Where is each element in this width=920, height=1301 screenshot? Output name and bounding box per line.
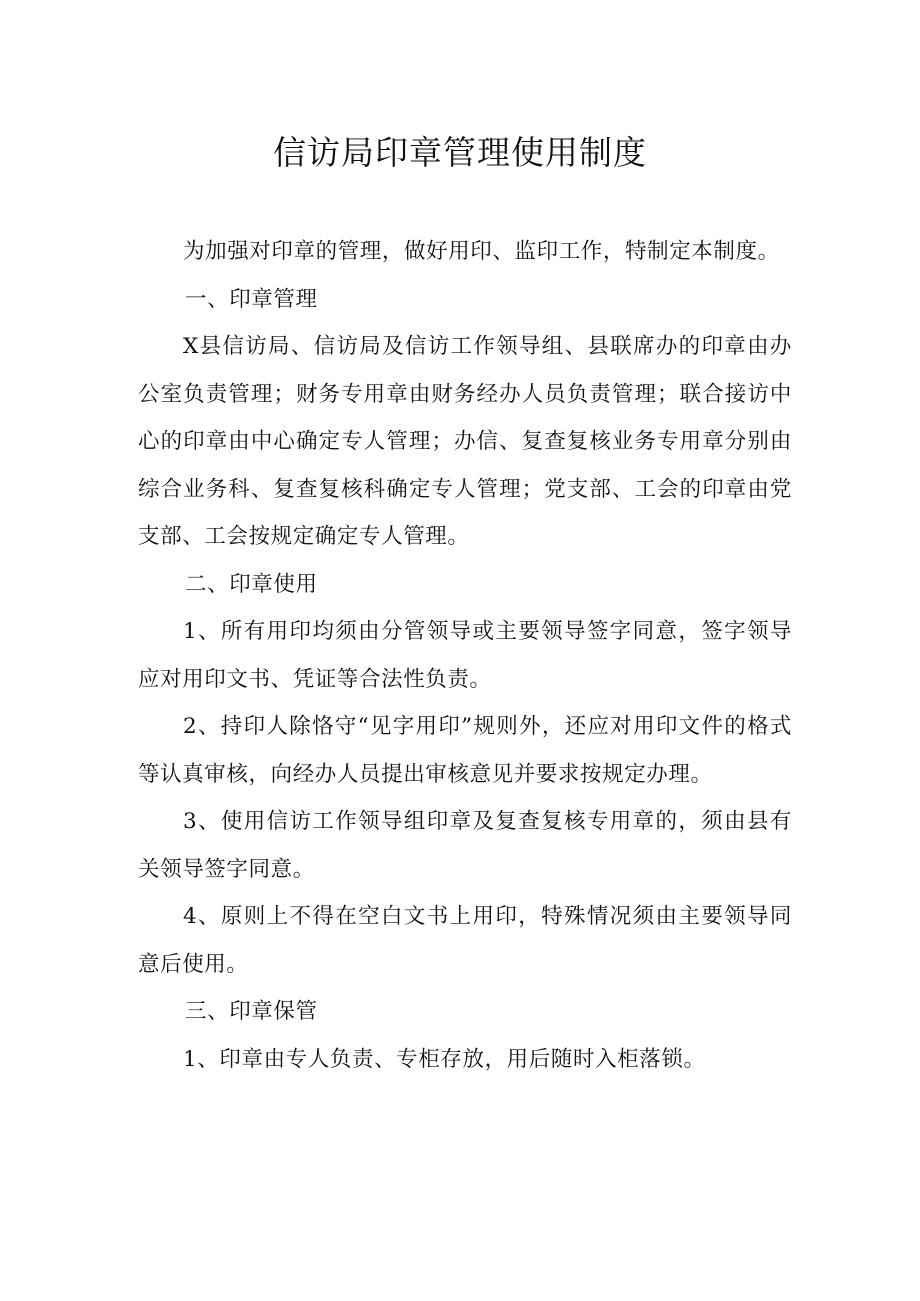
- section-paragraph: 4、原则上不得在空白文书上用印，特殊情况须由主要领导同意后使用。: [138, 904, 792, 977]
- section-seal-usage: [138, 561, 792, 989]
- section-seal-custody: [138, 988, 792, 1083]
- document-title: 信访局印章管理使用制度: [273, 133, 647, 172]
- document-body: [138, 228, 792, 1083]
- section-heading: 一、印章管理: [185, 286, 318, 312]
- section-paragraph: 3、使用信访工作领导组印章及复查复核专用章的，须由县有关领导签字同意。: [138, 809, 792, 882]
- section-paragraph: 1、印章由专人负责、专柜存放，用后随时入柜落锁。: [183, 1046, 706, 1072]
- section-seal-management: [138, 276, 792, 561]
- section-heading: 二、印章使用: [185, 571, 318, 597]
- section-paragraph: 2、持印人除恪守“见字用印”规则外，还应对用印文件的格式等认真审核，向经办人员提出审核意见并要求按规定办理。: [138, 714, 792, 787]
- section-paragraph: 1、所有用印均须由分管领导或主要领导签字同意，签字领导应对用印文书、凭证等合法性负责。: [138, 619, 792, 692]
- intro-paragraph: 为加强对印章的管理，做好用印、监印工作，特制定本制度。: [183, 239, 780, 264]
- section-heading: 三、印章保管: [185, 999, 318, 1024]
- section-paragraph: X县信访局、信访局及信访工作领导组、县联席办的印章由办公室负责管理；财务专用章由财务经办人员负责管理；联合接访中心的印章由中心确定专人管理；办信、复查复核业务专用章分别由综合业务科、复查复核科确定专人管理；党支部、工会的印章由党支部、工会按规定确定专人管理。: [138, 334, 792, 549]
